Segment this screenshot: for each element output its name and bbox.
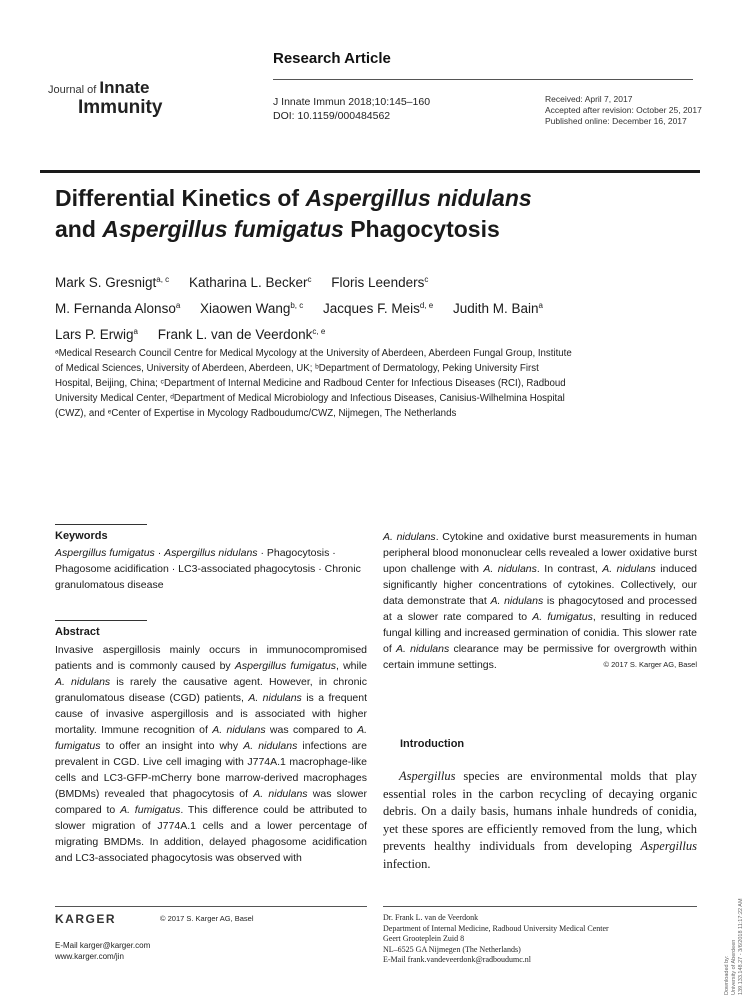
doi[interactable]: DOI: 10.1159/000484562: [273, 110, 391, 122]
title-part: Differential Kinetics of: [55, 185, 306, 211]
abstract-right-column: [383, 529, 697, 673]
abstract-right-text: A. nidulans. Cytokine and oxidative burst measurements in human peripheral blood mononuclear cells revealed a lower oxidative burst upon challenge with A. nidulans. In contrast, A. nidulans induced significantly higher concentrations of cytokines. Collectively, our data demonstrate that A. nidulans is phagocytosed and processed at a slower rate compared to A. fumigatus, resulting in reduced fungal killing and increased germination of conidia. This slower rate of A. nidulans clearance may be permissive for overgrowth within certain immune settings.: [383, 531, 698, 671]
keywords-list: Aspergillus fumigatus · Aspergillus nidulans · Phagocytosis · Phagosome acidification · LC3-associated phagocytosis · Chronic granulomatous disease: [55, 547, 361, 591]
keyword-rest: · Phagocytosis · Phagosome acidification · LC3-associated phagocytosis · Chronic granulomatous disease: [55, 547, 361, 591]
author[interactable]: Frank L. van de Veerdonk$^{c, e}$: [157, 327, 326, 342]
abstract-rule: [55, 620, 147, 621]
title-rule: [40, 170, 700, 173]
corr-dept: Department of Internal Medicine, Radboud University Medical Center: [383, 923, 609, 933]
author[interactable]: Xiaowen Wang$^{b, c}$: [200, 301, 304, 316]
abstract-heading: Abstract: [55, 626, 100, 638]
received-date: Received: April 7, 2017: [545, 94, 633, 104]
author[interactable]: Mark S. Gresnigt$^{a, c}$: [55, 275, 170, 290]
dates-block: [545, 94, 702, 127]
header-rule: [273, 79, 693, 80]
footer-rule-left: [55, 906, 367, 907]
publisher-email[interactable]: E-Mail karger@karger.com: [55, 941, 151, 950]
title-species-1: Aspergillus nidulans: [305, 185, 532, 211]
affiliations: ᵃMedical Research Council Centre for Medical Mycology at the University of Aberdeen, Aberdeen Fungal Group, Institute of Medical Sciences, University of Aberdeen, Aberdeen, UK; ᵇDepartment of Dermatology, Peking University First Hospital, Beijing, China; ᶜDepartment of Internal Medicine and Radboud Center for Infectious Diseases (RCI), Radboud University Medical Center, ᵈDepartment of Medical Microbiology and Infectious Diseases, Canisius-Wilhelmina Hospital (CWZ), and ᵉCenter of Expertise in Mycology Radboudumc/CWZ, Nijmegen, The Netherlands: [55, 348, 572, 419]
publisher-contact: [55, 940, 150, 962]
author[interactable]: Judith M. Bain$^a$: [452, 301, 543, 316]
corr-email[interactable]: E-Mail frank.vandeveerdonk@radboudumc.nl: [383, 955, 531, 964]
title-part: and: [55, 216, 103, 242]
journal-logo[interactable]: [48, 80, 178, 118]
accepted-date: Accepted after revision: October 25, 2017: [545, 105, 702, 115]
footer-copyright: © 2017 S. Karger AG, Basel: [160, 914, 254, 923]
correspondence: [383, 913, 609, 966]
corr-city: NL–6525 GA Nijmegen (The Netherlands): [383, 944, 521, 954]
author[interactable]: Jacques F. Meis$^{d, e}$: [323, 301, 434, 316]
author[interactable]: M. Fernanda Alonso$^a$: [55, 301, 181, 316]
keywords-heading: Keywords: [55, 530, 108, 542]
download-stamp: Downloaded by: University of Aberdeen 139.133.148.27 - 3/6/2018 11:17:22 AM: [724, 898, 744, 995]
keyword: Aspergillus nidulans: [164, 547, 258, 559]
corr-street: Geert Grooteplein Zuid 8: [383, 934, 465, 943]
abstract-copyright: © 2017 S. Karger AG, Basel: [603, 660, 697, 669]
journal-logo-small: Journal of: [48, 84, 97, 96]
section-label: Research Article: [273, 50, 391, 67]
introduction-text: Aspergillus species are environmental molds that play essential roles in the carbon recycling of decaying organic debris. On a daily basis, humans inhale hundreds of conidia, yet these spores are efficiently removed from the lung, which prevents healthy individuals from developing Aspergillus infection.: [383, 769, 697, 871]
publisher-web[interactable]: www.karger.com/jin: [55, 952, 124, 961]
article-title: [55, 183, 695, 245]
author-list: [55, 268, 695, 346]
corr-name: Dr. Frank L. van de Veerdonk: [383, 913, 479, 922]
introduction-heading: Introduction: [400, 738, 465, 750]
abstract-left-column: Invasive aspergillosis mainly occurs in immunocompromised patients and is commonly caused by Aspergillus fumigatus, while A. nidulans is rarely the causative agent. However, in chronic granulomatous disease (CGD) patients, A. nidulans is a frequent cause of invasive aspergillosis and is associated with higher mortality. Immune recognition of A. nidulans was compared to A. fumigatus to offer an insight into why A. nidulans infections are prevalent in CGD. Live cell imaging with J774A.1 macrophage-like cells and LC3-GFP-mCherry bone marrow-derived macrophages (BMDMs) revealed that phagocytosis of A. nidulans was slower compared to A. fumigatus. This difference could be attributed to slower migration of J774A.1 cells and a lower percentage of migrating BMDMs. In addition, delayed phagosome acidification and LC3-associated phagocytosis was observed with: [55, 644, 368, 864]
karger-logo[interactable]: KARGER: [55, 912, 117, 926]
journal-logo-immunity: Immunity: [78, 97, 163, 118]
published-date: Published online: December 16, 2017: [545, 116, 687, 126]
journal-logo-innate: Innate: [99, 78, 150, 97]
footer-rule-right: [383, 906, 697, 907]
author[interactable]: Lars P. Erwig$^a$: [55, 327, 138, 342]
citation-block: [273, 95, 430, 123]
keywords-rule: [55, 524, 147, 525]
author[interactable]: Floris Leenders$^c$: [331, 275, 429, 290]
citation: J Innate Immun 2018;10:145–160: [273, 96, 431, 108]
title-species-2: Aspergillus fumigatus: [102, 216, 344, 242]
author[interactable]: Katharina L. Becker$^c$: [188, 275, 312, 290]
keyword: Aspergillus fumigatus: [55, 547, 155, 559]
title-part: Phagocytosis: [343, 216, 500, 242]
